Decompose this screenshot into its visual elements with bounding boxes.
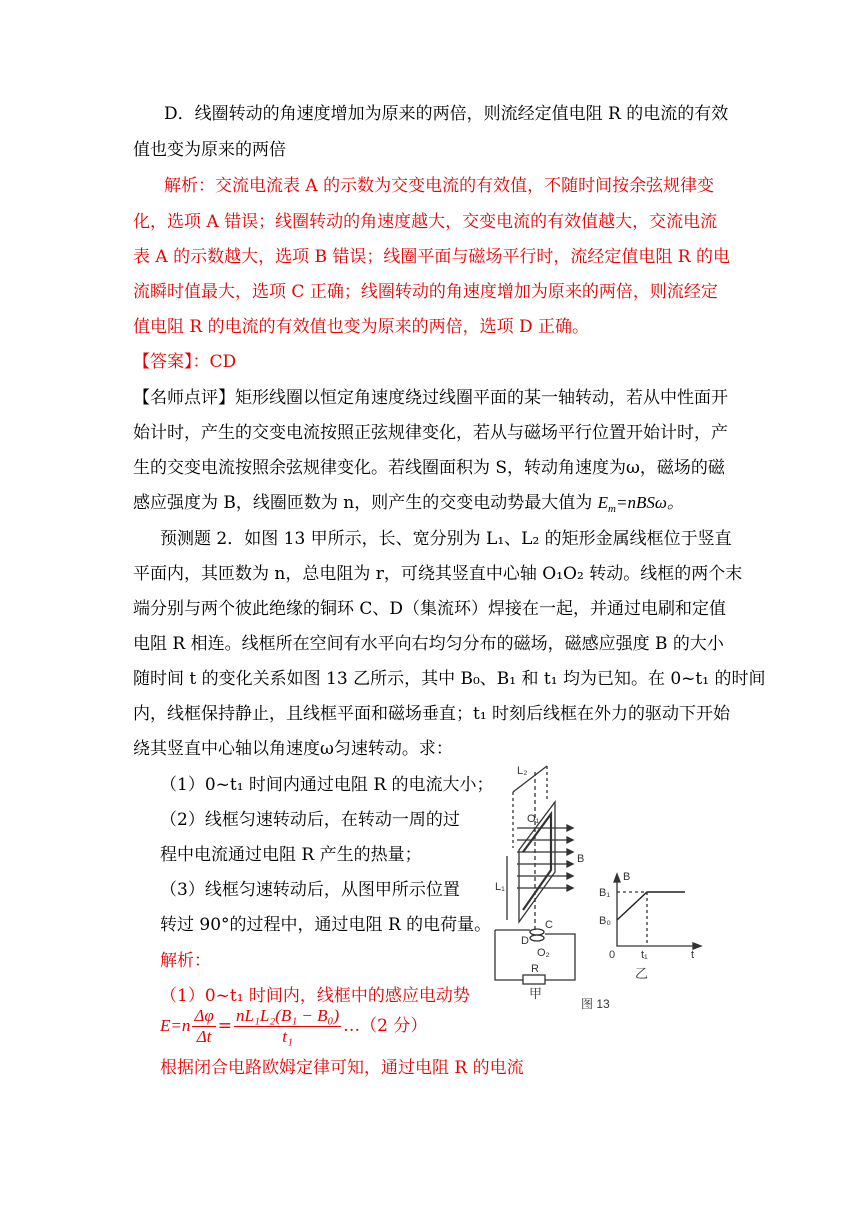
comment-line-2: 始计时，产生的交变电流按照正弦规律变化，若从与磁场平行位置开始计时，产 (133, 423, 728, 443)
question-2-a: （2）线框匀速转动后，在转动一周的过 (160, 810, 460, 830)
comment-line-4 (133, 493, 684, 519)
question-2-b: 程中电流通过电阻 R 产生的热量； (160, 845, 422, 865)
problem-line-6: 内，线框保持静止，且线框平面和磁场垂直；t₁ 时刻后线框在外力的驱动下开始 (133, 704, 731, 724)
analysis-line-4: 流瞬时值最大，选项 C 正确；线圈转动的角速度增加为原来的两倍，则流经定 (133, 282, 718, 302)
graph-label-t: t (691, 949, 695, 961)
problem-line-5: 随时间 t 的变化关系如图 13 乙所示，其中 B₀、B₁ 和 t₁ 均为已知。在 0~t₁ 的时间 (133, 669, 766, 689)
question-1: （1）0~t₁ 时间内通过电阻 R 的电流大小； (160, 775, 494, 795)
formula-score: …（2 分） (343, 1016, 428, 1036)
option-d-line-1: D．线圈转动的角速度增加为原来的两倍，则流经定值电阻 R 的电流的有效 (164, 104, 729, 124)
formula-lhs: E=n (160, 1016, 191, 1035)
ring-c (530, 929, 544, 935)
graph-label-t1: t₁ (641, 949, 648, 961)
fraction-emf-value: $\frac{\text{nL₁L₂(B₁ − B₀)}}{\text{t₁}}$ (236, 1006, 340, 1046)
fraction-dphi-dt: $\frac{\Delta\varphi}{\Delta t}$ (194, 1006, 214, 1046)
label-l1: L₁ (495, 881, 505, 893)
analysis-line-5: 值电阻 R 的电流的有效值也变为原来的两倍，选项 D 正确。 (133, 317, 590, 337)
comment-line-1: 【名师点评】矩形线圈以恒定角速度绕过线圈平面的某一轴转动，若从中性面开 (133, 388, 728, 408)
graph-label-origin: 0 (609, 949, 616, 961)
graph-curve (617, 892, 685, 920)
answer: 【答案】：CD (133, 352, 237, 372)
solution-title: 解析： (160, 951, 211, 971)
figure-13 (487, 752, 715, 1012)
formula-em-rhs: =nBSω。 (616, 493, 684, 512)
label-c: C (545, 919, 553, 931)
graph-label-b0: B₀ (599, 915, 611, 927)
solution-ohm-line: 根据闭合电路欧姆定律可知，通过电阻 R 的电流 (160, 1058, 524, 1078)
label-figure-13: 图 13 (581, 997, 610, 1011)
graph-label-b: B (623, 871, 631, 883)
resistor-r (523, 975, 545, 984)
formula-em: $E_m$ (597, 493, 616, 515)
comment-line-4-text: 感应强度为 B，线圈匝数为 n，则产生的交变电动势最大值为 (133, 493, 598, 513)
problem-line-7: 绕其竖直中心轴以角速度ω匀速转动。求： (133, 739, 453, 759)
analysis-line-1: 解析：交流电流表 A 的示数为交变电流的有效值，不随时间按余弦规律变 (164, 176, 715, 196)
formula-equals: = (217, 1016, 232, 1036)
problem-line-3: 端分别与两个彼此绝缘的铜环 C、D（集流环）焊接在一起，并通过电刷和定值 (133, 599, 727, 619)
question-3-b: 转过 90°的过程中，通过电阻 R 的电荷量。 (160, 915, 492, 935)
problem-line-2: 平面内，其匝数为 n，总电阻为 r，可绕其竖直中心轴 O₁O₂ 转动。线框的两个末 (133, 564, 743, 584)
comment-line-3: 生的交变电流按照余弦规律变化。若线圈面积为 S，转动角速度为ω，磁场的磁 (133, 458, 725, 478)
label-l2: L₂ (517, 765, 528, 777)
analysis-line-2: 化，选项 A 错误；线圈转动的角速度越大，交变电流的有效值越大，交流电流 (133, 212, 718, 232)
label-d: D (521, 935, 529, 947)
question-3-a: （3）线框匀速转动后，从图甲所示位置 (160, 880, 460, 900)
option-d-line-2: 值也变为原来的两倍 (133, 140, 286, 160)
label-o2: O₂ (537, 947, 550, 959)
label-o1: O₁ (527, 813, 540, 825)
emf-formula (160, 1006, 427, 1047)
problem-line-4: 电阻 R 相连。线框所在空间有水平向右均匀分布的磁场，磁感应强度 B 的大小 (133, 634, 724, 654)
graph-label-b1: B₁ (599, 887, 611, 899)
label-r: R (531, 963, 539, 975)
analysis-line-3: 表 A 的示数越大，选项 B 错误；线圈平面与磁场平行时，流经定值电阻 R 的电 (133, 247, 730, 267)
label-yi: 乙 (635, 966, 649, 981)
solution-step-1: （1）0~t₁ 时间内，线框中的感应电动势 (160, 986, 470, 1006)
label-jia: 甲 (529, 986, 543, 1001)
label-b: B (577, 853, 585, 865)
problem-line-1: 预测题 2．如图 13 甲所示，长、宽分别为 L₁、L₂ 的矩形金属线框位于竖直 (160, 529, 732, 549)
ring-d (530, 935, 544, 941)
